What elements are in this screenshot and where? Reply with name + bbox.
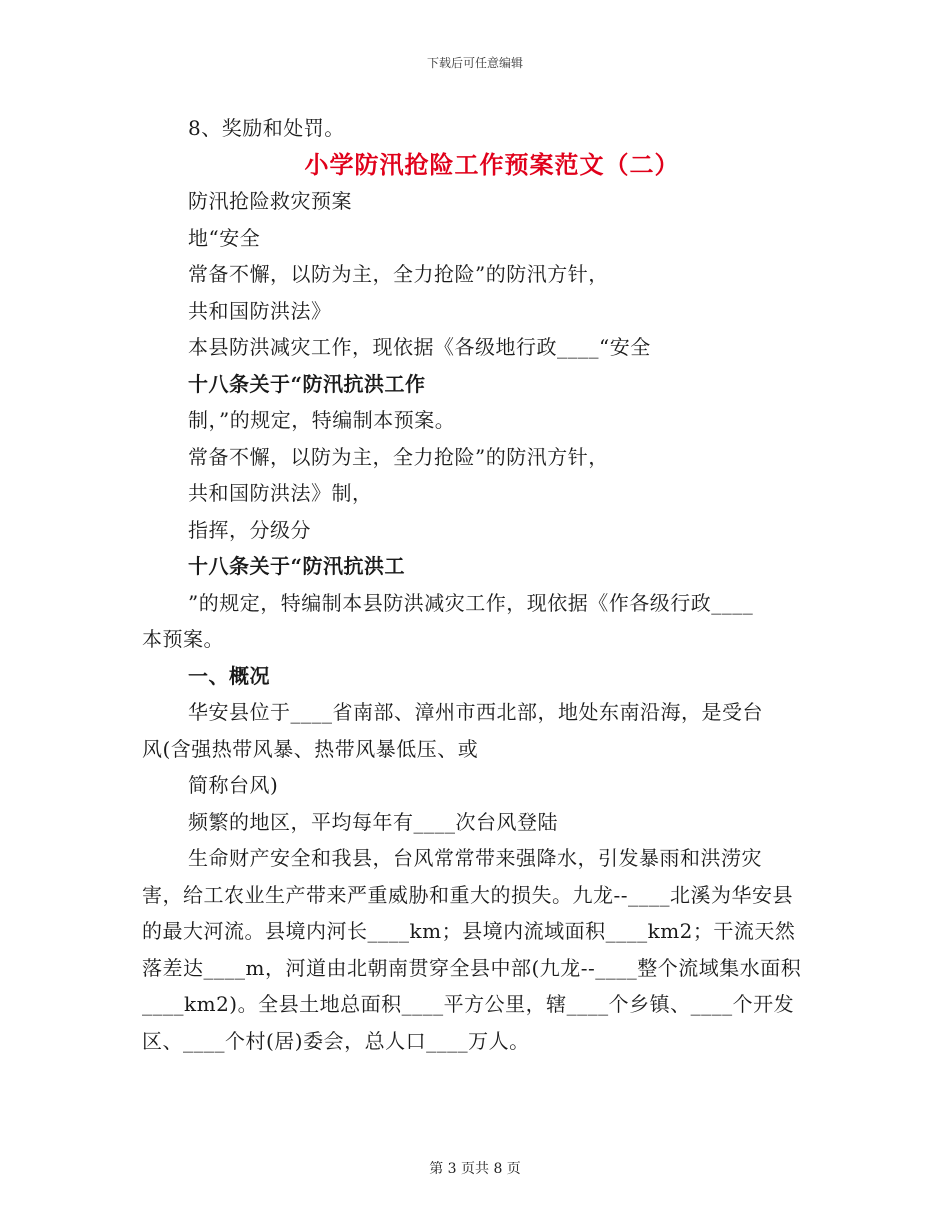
bold-text-line: 十八条关于“防汛抗洪工作 [188, 371, 426, 396]
text-line: 常备不懈，以防为主，全力抢险”的防汛方针， [188, 262, 609, 286]
list-item-8: 8、奖励和处罚。 [188, 116, 345, 140]
text-line: ”的规定，特编制本县防洪减灾工作，现依据《作各级行政____ [188, 590, 754, 615]
page-header: 下载后可任意编辑 [426, 56, 523, 70]
paragraph-line: 风(含强热带风暴、热带风暴低压、或 [142, 736, 479, 761]
text-line: 制，”的规定，特编制本预案。 [188, 408, 456, 432]
paragraph-line: 简称台风) [188, 773, 279, 797]
text-line: 共和国防洪法》 [188, 298, 332, 323]
text-line: 防汛抢险救灾预案 [188, 189, 352, 213]
section-heading: 一、概况 [188, 663, 270, 688]
document-body [142, 110, 802, 1059]
paragraph: 生命财产安全和我县，台风常常带来强降水，引发暴雨和洪涝灾害，给工农业生产带来严重威胁和重大的损失。九龙--____北溪为华安县的最大河流。县境内河长____km；县境内流域面积____km2；干流天然落差达____m，河道由北朝南贯穿全县中部(九龙--____整个流域集水面积____km2)。全县土地总面积____平方公里，辖____个乡镇、____个开发区、____个村(居)委会，总人口____万人。 [142, 846, 802, 1053]
paragraph-line: 华安县位于____省南部、漳州市西北部，地处东南沿海，是受台 [188, 700, 763, 724]
bold-text-line: 十八条关于“防汛抗洪工 [188, 554, 406, 578]
document-title: 小学防汛抢险工作预案范文（二） [304, 149, 680, 179]
text-line: 本县防洪减灾工作，现依据《各级地行政____“安全 [188, 335, 651, 359]
text-line: 指挥，分级分 [188, 517, 311, 542]
text-line: 常备不懈，以防为主，全力抢险”的防汛方针， [188, 444, 609, 469]
paragraph-line: 频繁的地区，平均每年有____次台风登陆 [188, 809, 558, 834]
page-footer: 第 3 页共 8 页 [429, 1161, 521, 1177]
text-line: 地“安全 [188, 225, 261, 250]
text-line: 本预案。 [142, 627, 224, 651]
text-line: 共和国防洪法》制， [188, 481, 373, 505]
